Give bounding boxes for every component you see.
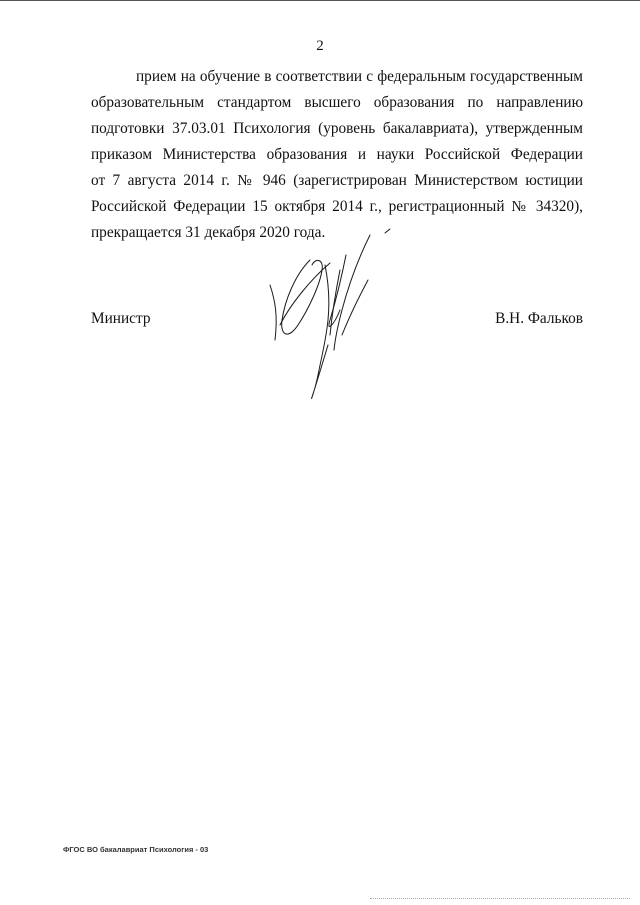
page-number: 2	[316, 38, 324, 54]
signer-title: Министр	[91, 310, 151, 327]
body-line: образовательным стандартом высшего образования по направлению	[91, 94, 583, 111]
body-line: приказом Министерства образования и науки Российской Федерации	[91, 146, 583, 163]
body-line: прекращается 31 декабря 2020 года.	[91, 224, 326, 241]
body-line: прием на обучение в соответствии с федеральным государственным	[136, 68, 583, 85]
signer-name: В.Н. Фальков	[495, 310, 583, 327]
footer-text: ФГОС ВО бакалавриат Психология - 03	[63, 845, 209, 854]
body-line: Российской Федерации 15 октября 2014 г., регистрационный № 34320),	[91, 198, 583, 215]
body-line: от 7 августа 2014 г. № 946 (зарегистрирован Министерством юстиции	[91, 172, 583, 189]
scan-mark	[36, 878, 42, 881]
signature-block	[91, 310, 583, 336]
document-body	[91, 64, 583, 246]
body-line: подготовки 37.03.01 Психология (уровень бакалавриата), утвержденным	[91, 120, 583, 137]
top-border-line	[0, 0, 640, 1]
scan-edge-dots	[370, 896, 630, 899]
